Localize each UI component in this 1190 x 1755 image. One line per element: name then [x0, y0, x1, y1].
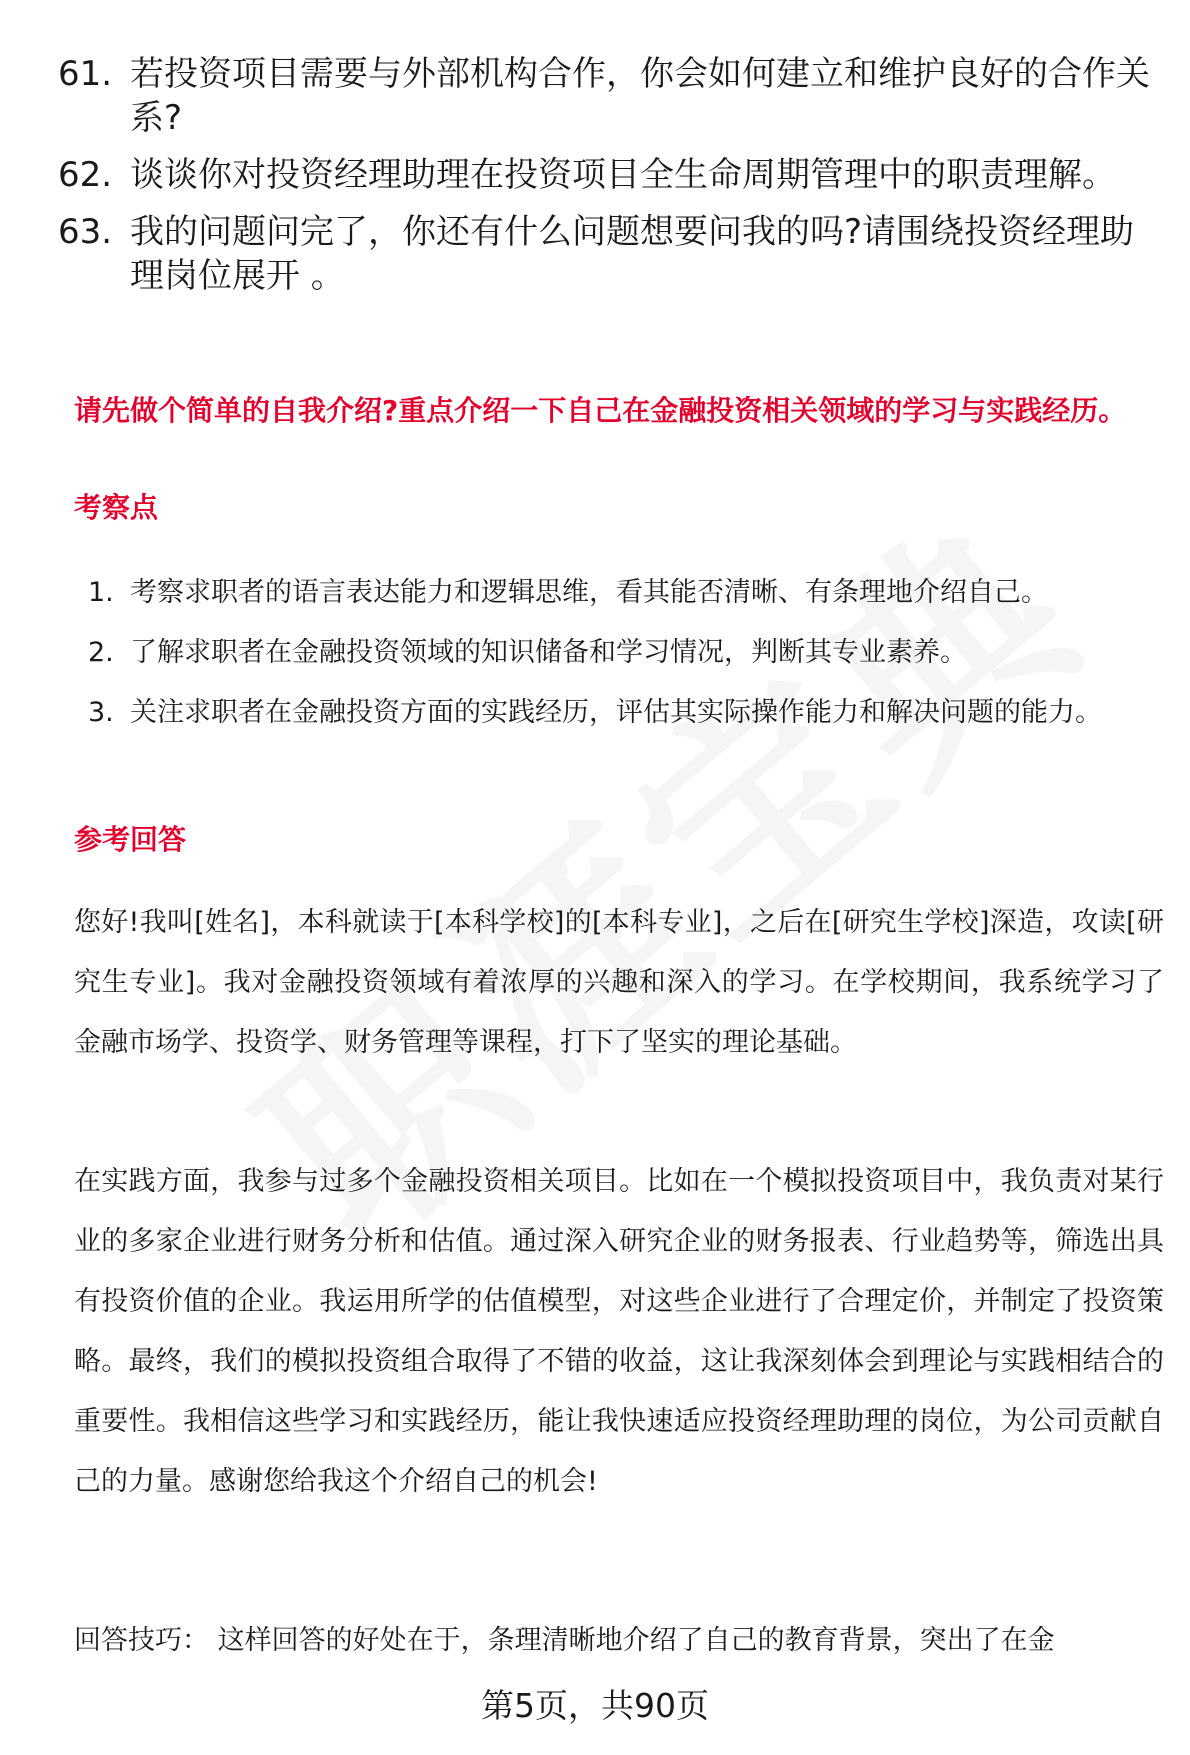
list-item: [88, 683, 1158, 743]
question-number: 63.: [58, 212, 113, 252]
question-item: [58, 52, 1158, 140]
question-item: [58, 210, 1158, 298]
question-item: [58, 153, 1158, 197]
list-item-number: 2.: [88, 637, 114, 668]
current-question-heading: 请先做个简单的自我介绍?重点介绍一下自己在金融投资相关领域的学习与实践经历。: [74, 394, 1127, 427]
question-number: 61.: [58, 54, 113, 94]
list-item: [88, 623, 1158, 683]
list-item-text: 关注求职者在金融投资方面的实践经历，评估其实际操作能力和解决问题的能力。: [130, 697, 1102, 728]
answer-tip: 回答技巧： 这样回答的好处在于，条理清晰地介绍了自己的教育背景，突出了在金: [74, 1625, 1055, 1656]
answer-paragraph: 您好!我叫[姓名]，本科就读于[本科学校]的[本科专业]，之后在[研究生学校]深造，攻读[研究生专业]。我对金融投资领域有着浓厚的兴趣和深入的学习。在学校期间，我系统学习了金融市场学、投资学、财务管理等课程，打下了坚实的理论基础。: [74, 907, 1164, 1058]
question-text: 若投资项目需要与外部机构合作，你会如何建立和维护良好的合作关系?: [130, 54, 1150, 138]
page-footer: 第5页，共90页: [481, 1686, 709, 1725]
list-item-text: 了解求职者在金融投资领域的知识储备和学习情况，判断其专业素养。: [130, 637, 967, 668]
answer-paragraph: 在实践方面，我参与过多个金融投资相关项目。比如在一个模拟投资项目中，我负责对某行业的多家企业进行财务分析和估值。通过深入研究企业的财务报表、行业趋势等，筛选出具有投资价值的企业。我运用所学的估值模型，对这些企业进行了合理定价，并制定了投资策略。最终，我们的模拟投资组合取得了不错的收益，这让我深刻体会到理论与实践相结合的重要性。我相信这些学习和实践经历，能让我快速适应投资经理助理的岗位，为公司贡献自己的力量。感谢您给我这个介绍自己的机会!: [74, 1166, 1164, 1497]
section-title-kaochadian: 考察点: [74, 491, 159, 524]
list-item-text: 考察求职者的语言表达能力和逻辑思维，看其能否清晰、有条理地介绍自己。: [130, 577, 1048, 608]
list-item-number: 3.: [88, 697, 114, 728]
question-number: 62.: [58, 155, 113, 195]
list-item: [88, 563, 1158, 623]
list-item-number: 1.: [88, 577, 114, 608]
question-text: 谈谈你对投资经理助理在投资项目全生命周期管理中的职责理解。: [130, 155, 1116, 195]
question-text: 我的问题问完了，你还有什么问题想要问我的吗?请围绕投资经理助理岗位展开 。: [130, 212, 1135, 296]
question-list: [58, 52, 1158, 311]
section-title-answer: 参考回答: [74, 823, 187, 856]
kaochadian-list: [88, 563, 1158, 743]
